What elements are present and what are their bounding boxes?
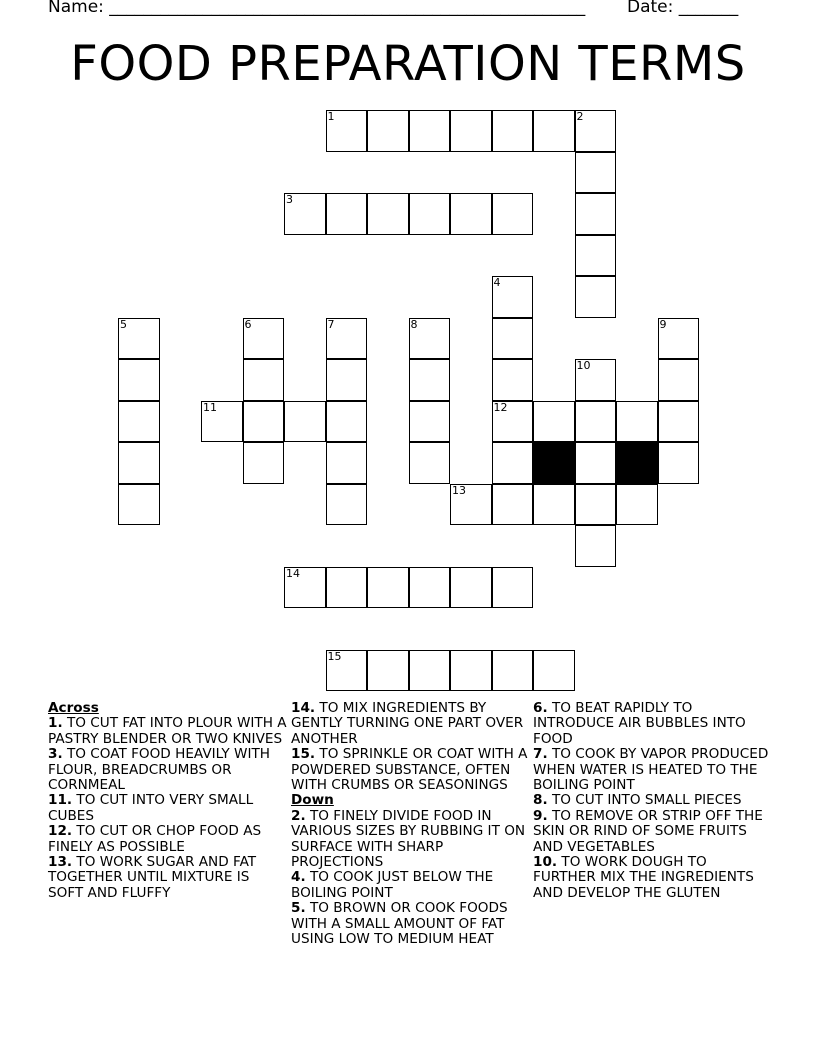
clue-column-3 xyxy=(533,701,773,901)
grid-cell[interactable] xyxy=(326,359,368,401)
grid-cell[interactable] xyxy=(243,401,285,443)
clue-number: 7 xyxy=(327,317,335,331)
clue-number: 2 xyxy=(576,110,584,123)
clue-number: 6 xyxy=(244,317,252,331)
grid-cell[interactable] xyxy=(575,276,617,318)
grid-cell[interactable] xyxy=(658,359,700,401)
clue-column-2 xyxy=(291,701,531,948)
clue-column-1 xyxy=(48,701,288,901)
grid-cell[interactable] xyxy=(492,401,534,443)
across-heading: Across xyxy=(48,700,99,716)
clue-across-1: 1. TO CUT FAT INTO PLOUR WITH A PASTRY BLENDER OR TWO KNIVES xyxy=(48,715,287,747)
clue-down-7: 7. TO COOK BY VAPOR PRODUCED WHEN WATER IS HEATED TO THE BOILING POINT xyxy=(533,746,769,794)
grid-cell[interactable] xyxy=(658,318,700,360)
grid-cell[interactable] xyxy=(533,110,575,152)
clue-number: 5 xyxy=(120,317,127,331)
clue-number: 8 xyxy=(410,317,418,331)
grid-cell[interactable] xyxy=(367,110,409,152)
grid-cell[interactable] xyxy=(409,318,451,360)
name-field: Name: ________________________________________________________ xyxy=(48,0,586,17)
grid-cell[interactable] xyxy=(243,318,285,360)
clue-number: 11 xyxy=(203,400,217,414)
grid-cell[interactable] xyxy=(533,401,575,443)
grid-cell[interactable] xyxy=(118,359,160,401)
grid-cell[interactable] xyxy=(367,567,409,609)
clue-down-9: 9. TO REMOVE OR STRIP OFF THE SKIN OR RIND OF SOME FRUITS AND VEGETABLES xyxy=(533,807,763,855)
grid-cell[interactable] xyxy=(492,110,534,152)
grid-cell[interactable] xyxy=(326,484,368,526)
grid-cell[interactable] xyxy=(284,567,326,609)
grid-cell[interactable] xyxy=(658,401,700,443)
grid-cell[interactable] xyxy=(450,567,492,609)
grid-cell[interactable] xyxy=(409,650,451,692)
grid-cell[interactable] xyxy=(575,193,617,235)
clue-number: 15 xyxy=(327,649,342,663)
grid-cell[interactable] xyxy=(326,193,368,235)
grid-cell[interactable] xyxy=(492,484,534,526)
clue-across-15: 15. TO SPRINKLE OR COAT WITH A POWDERED SUBSTANCE, OFTEN WITH CRUMBS OR SEASONINGS xyxy=(291,746,528,794)
grid-cell[interactable] xyxy=(409,193,451,235)
grid-cell[interactable] xyxy=(409,567,451,609)
grid-cell[interactable] xyxy=(533,484,575,526)
clue-number: 3 xyxy=(286,193,293,206)
down-heading: Down xyxy=(291,792,334,809)
clue-across-13: 13. TO WORK SUGAR AND FAT TOGETHER UNTIL MIXTURE IS SOFT AND FLUFFY xyxy=(48,854,257,901)
clue-down-5: 5. TO BROWN OR COOK FOODS WITH A SMALL AMOUNT OF FAT USING LOW TO MEDIUM HEAT xyxy=(291,900,508,948)
grid-cell[interactable] xyxy=(658,442,700,484)
grid-cell[interactable] xyxy=(409,401,451,443)
grid-cell[interactable] xyxy=(575,442,617,484)
grid-cell[interactable] xyxy=(492,650,534,692)
grid-cell[interactable] xyxy=(326,318,368,360)
grid-cell[interactable] xyxy=(326,401,368,443)
grid-cell[interactable] xyxy=(492,359,534,401)
grid-cell[interactable] xyxy=(450,484,492,526)
grid-cell[interactable] xyxy=(284,193,326,235)
grid-cell[interactable] xyxy=(492,442,534,484)
grid-cell[interactable] xyxy=(533,650,575,692)
grid-cell[interactable] xyxy=(575,484,617,526)
grid-cell[interactable] xyxy=(450,110,492,152)
grid-cell[interactable] xyxy=(118,442,160,484)
clue-down-6: 6. TO BEAT RAPIDLY TO INTRODUCE AIR BUBBLES INTO FOOD xyxy=(533,700,746,747)
grid-cell[interactable] xyxy=(575,235,617,277)
grid-cell[interactable] xyxy=(326,650,368,692)
grid-cell[interactable] xyxy=(326,567,368,609)
grid-cell[interactable] xyxy=(201,401,243,443)
clue-number: 13 xyxy=(452,483,466,497)
page-title: FOOD PREPARATION TERMS xyxy=(70,36,746,92)
clue-across-3: 3. TO COAT FOOD HEAVILY WITH FLOUR, BREADCRUMBS OR CORNMEAL xyxy=(48,746,271,794)
grid-cell[interactable] xyxy=(326,110,368,152)
clue-down-10: 10. TO WORK DOUGH TO FURTHER MIX THE INGREDIENTS AND DEVELOP THE GLUTEN xyxy=(533,854,754,901)
grid-cell[interactable] xyxy=(243,442,285,484)
grid-cell[interactable] xyxy=(118,318,160,360)
clue-number: 12 xyxy=(493,400,508,414)
grid-cell[interactable] xyxy=(367,193,409,235)
grid-cell[interactable] xyxy=(492,318,534,360)
grid-cell[interactable] xyxy=(118,484,160,526)
grid-cell[interactable] xyxy=(284,401,326,443)
grid-cell[interactable] xyxy=(409,110,451,152)
grid-cell[interactable] xyxy=(616,484,658,526)
date-field: Date: _______ xyxy=(627,0,739,17)
grid-cell[interactable] xyxy=(575,110,617,152)
black-cell xyxy=(533,442,575,484)
grid-cell[interactable] xyxy=(243,359,285,401)
grid-cell[interactable] xyxy=(575,359,617,401)
clue-number: 10 xyxy=(576,359,591,372)
grid-cell[interactable] xyxy=(575,152,617,194)
grid-cell[interactable] xyxy=(326,442,368,484)
clue-down-8: 8. TO CUT INTO SMALL PIECES xyxy=(533,792,742,809)
grid-cell[interactable] xyxy=(492,567,534,609)
clue-number: 14 xyxy=(286,566,300,580)
clue-number: 1 xyxy=(327,110,335,123)
grid-cell[interactable] xyxy=(118,401,160,443)
clue-number: 4 xyxy=(493,276,501,289)
grid-cell[interactable] xyxy=(575,401,617,443)
clue-across-14: 14. TO MIX INGREDIENTS BY GENTLY TURNING ONE PART OVER ANOTHER xyxy=(291,700,524,747)
black-cell xyxy=(616,442,658,484)
grid-cell[interactable] xyxy=(409,359,451,401)
clue-down-2: 2. TO FINELY DIVIDE FOOD IN VARIOUS SIZES BY RUBBING IT ON SURFACE WITH SHARP PROJECTIONS xyxy=(291,807,526,871)
grid-cell[interactable] xyxy=(575,525,617,567)
grid-cell[interactable] xyxy=(450,193,492,235)
clue-across-12: 12. TO CUT OR CHOP FOOD AS FINELY AS POSSIBLE xyxy=(48,823,262,855)
clue-number: 9 xyxy=(659,317,667,331)
grid-cell[interactable] xyxy=(409,442,451,484)
grid-cell[interactable] xyxy=(492,276,534,318)
grid-cell[interactable] xyxy=(367,650,409,692)
clue-across-11: 11. TO CUT INTO VERY SMALL CUBES xyxy=(48,792,254,824)
grid-cell[interactable] xyxy=(450,650,492,692)
grid-cell[interactable] xyxy=(616,401,658,443)
clue-down-4: 4. TO COOK JUST BELOW THE BOILING POINT xyxy=(291,869,494,901)
grid-cell[interactable] xyxy=(492,193,534,235)
